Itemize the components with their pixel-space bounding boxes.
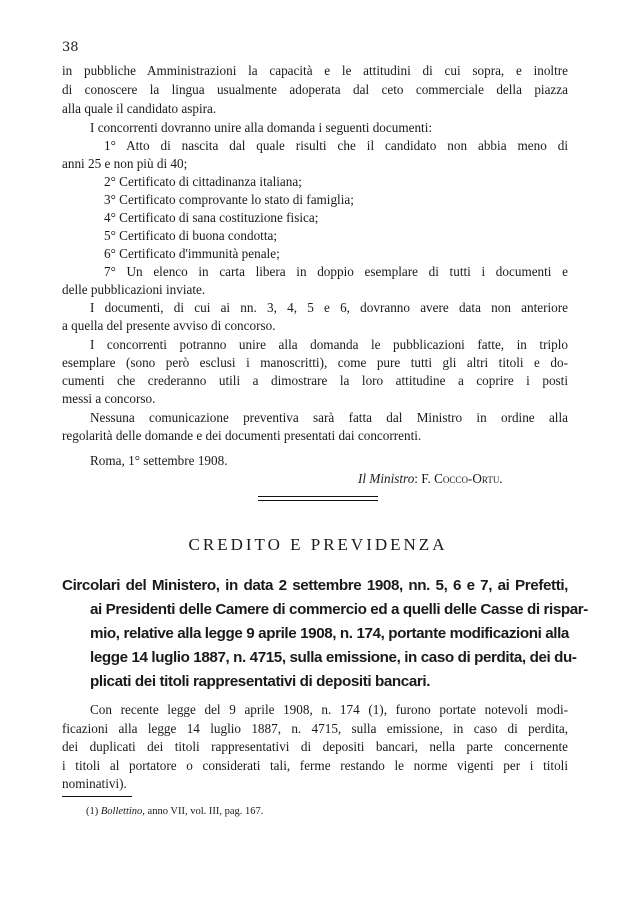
body-line: anni 25 e non più di 40; [62, 156, 188, 171]
footnote-rule [62, 796, 132, 797]
footnote-title: Bollettino, [100, 806, 145, 817]
body-line: in pubbliche Amministrazioni la capacità e le attitudini di cui sopra, e inoltre [62, 63, 568, 78]
footnote-marker: (1) [86, 806, 99, 817]
body-line: messi a concorso. [62, 391, 156, 406]
body-line: regolarità delle domande e dei documenti presentati dai concorrenti. [62, 428, 422, 443]
section-title: CREDITO E PREVIDENZA [188, 535, 448, 554]
double-rule-divider [258, 496, 378, 502]
body-line: a quella del presente avviso di concorso. [62, 318, 276, 333]
list-item: 6° Certificato d'immunità penale; [104, 246, 280, 261]
body-line: I documenti, di cui ai nn. 3, 4, 5 e 6, dovranno avere data non anteriore [90, 300, 568, 315]
body-line: cumenti che crederanno utili a dimostrare la loro attitudine a coprire i posti [62, 373, 568, 388]
body-line: esemplare (sono però esclusi i manoscritti), come pure tutti gli altri titoli e do- [62, 355, 568, 370]
body-line: i titoli al portatore o considerati tali, ferme restando le norme vigenti per i titoli [62, 758, 568, 773]
list-item: 5° Certificato di buona condotta; [104, 228, 278, 243]
heading-line: mio, relative alla legge 9 aprile 1908, n. 174, portante modificazioni alla [90, 625, 569, 642]
list-item: 7° Un elenco in carta libera in doppio esemplare di tutti i documenti e [104, 264, 568, 279]
footnote-rest: anno VII, vol. III, pag. 167. [144, 806, 264, 817]
heading-line: legge 14 luglio 1887, n. 4715, sulla emissione, in caso di perdita, dei du- [90, 649, 577, 666]
body-line: Con recente legge del 9 aprile 1908, n. 174 (1), furono portate notevoli modi- [90, 702, 568, 717]
list-item: 2° Certificato di cittadinanza italiana; [104, 174, 302, 189]
body-line: I concorrenti dovranno unire alla domanda i seguenti documenti: [90, 120, 433, 135]
signature [358, 470, 503, 488]
body-line: nominativi). [62, 776, 127, 791]
date-line: Roma, 1° settembre 1908. [90, 453, 228, 468]
signature-role: Il Ministro [358, 471, 415, 486]
body-line: Nessuna comunicazione preventiva sarà fatta dal Ministro in ordine alla [90, 410, 568, 425]
heading-line: ai Presidenti delle Camere di commercio ed a quelli delle Casse di rispar- [90, 601, 588, 618]
list-item: 3° Certificato comprovante lo stato di famiglia; [104, 192, 354, 207]
body-line: ficazioni alla legge 14 luglio 1887, n. 4715, sulla emissione, in caso di perdita, [62, 721, 568, 736]
signature-name: F. Cocco-Ortu. [421, 471, 503, 486]
page-number: 38 [62, 40, 79, 55]
body-line: 1° Atto di nascita dal quale risulti che il candidato non abbia meno di [104, 138, 568, 153]
body-line: di conoscere la lingua usualmente adoperata dal ceto commerciale della piazza [62, 82, 568, 97]
body-line: delle pubblicazioni inviate. [62, 282, 206, 297]
footnote [86, 806, 263, 817]
heading-line: Circolari del Ministero, in data 2 settembre 1908, nn. 5, 6 e 7, ai Prefetti, [62, 577, 568, 594]
body-line: dei duplicati dei titoli rappresentativi di depositi bancari, nella parte concernente [62, 739, 568, 754]
signature-colon: : [414, 471, 418, 486]
body-line: alla quale il candidato aspira. [62, 101, 217, 116]
heading-line: plicati dei titoli rappresentativi di depositi bancari. [90, 673, 431, 690]
body-line: I concorrenti potranno unire alla domanda le pubblicazioni fatte, in triplo [90, 337, 568, 352]
list-item: 4° Certificato di sana costituzione fisica; [104, 210, 319, 225]
